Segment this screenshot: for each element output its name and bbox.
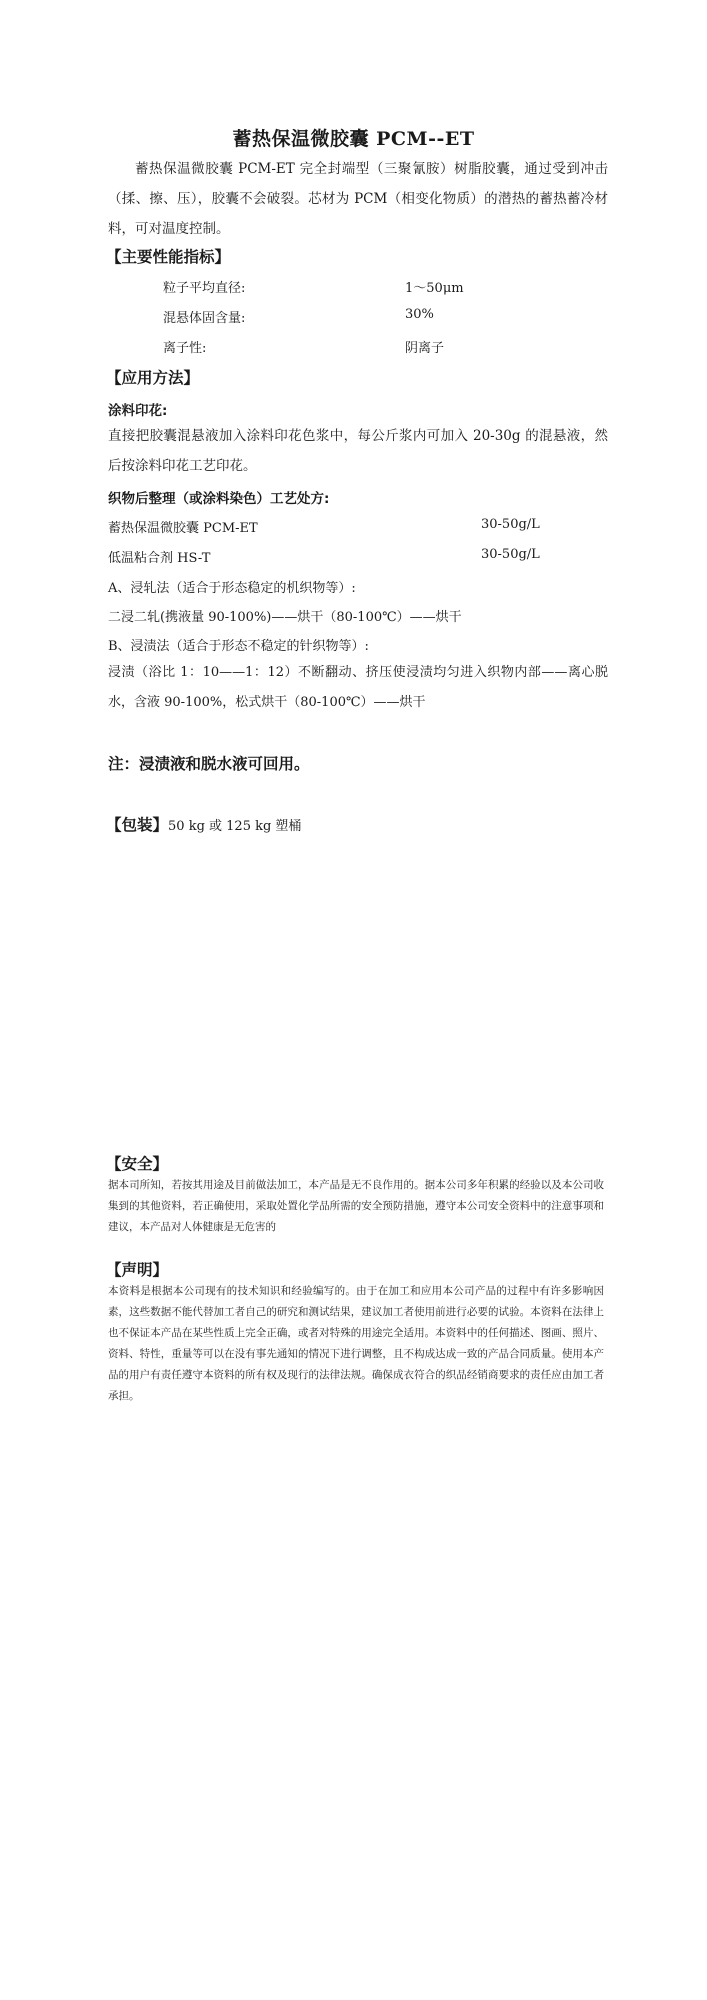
packaging-line <box>106 813 301 835</box>
statement-paragraph: 本资料是根据本公司现有的技术知识和经验编写的。由于在加工和应用本公司产品的过程中有许多影响因素，这些数据不能代替加工者自己的研究和测试结果，建议加工者使用前进行必要的试验。本资料在法律上也不保证本产品在某些性质上完全正确，或者对特殊的用途完全适用。本资料中的任何描述、图画、照片、资料、特性，重量等可以在没有事先通知的情况下进行调整，且不构成达成一致的产品合同质量。使用本产品的用户有责任遵守本资料的所有权及现行的法律法规。确保成衣符合的织品经销商要求的责任应由加工者承担。 <box>108 1285 604 1402</box>
performance-heading: 【主要性能指标】 <box>106 248 231 266</box>
finishing-subheading: 织物后整理（或涂料染色）工艺处方: <box>108 491 330 507</box>
method-a-title: A、浸轧法（适合于形态稳定的机织物等）: <box>108 581 356 596</box>
application-heading: 【应用方法】 <box>106 369 200 387</box>
spec-label: 混悬体固含量: <box>163 311 246 326</box>
formula-label: 低温粘合剂 HS-T <box>108 551 211 566</box>
method-b-title: B、浸渍法（适合于形态不稳定的针织物等）: <box>108 639 369 654</box>
intro-paragraph: 蓄热保温微胶囊 PCM-ET 完全封端型（三聚氰胺）树脂胶囊，通过受到冲击（揉、擦、压），胶囊不会破裂。芯材为 PCM（相变化物质）的潜热的蓄热蓄冷材料，可对温度控制。 <box>108 161 608 237</box>
packaging-text: 50 kg 或 125 kg 塑桶 <box>168 819 302 834</box>
method-a-process: 二浸二轧(携液量 90-100%)——烘干（80-100℃）——烘干 <box>108 610 462 625</box>
formula-row-pcm <box>108 517 608 537</box>
safety-paragraph: 据本司所知，若按其用途及目前做法加工，本产品是无不良作用的。据本公司多年积累的经验以及本公司收集到的其他资料，若正确使用，采取处置化学品所需的安全预防措施，遵守本公司安全资料中的注意事项和建议，本产品对人体健康是无危害的 <box>108 1179 604 1233</box>
packaging-heading: 【包装】 <box>106 816 169 834</box>
printing-subheading: 涂料印花: <box>108 403 168 419</box>
formula-value: 30-50g/L <box>481 547 540 562</box>
spec-row-solid-content <box>163 307 603 327</box>
spec-row-particle-size <box>163 277 603 297</box>
statement-heading: 【声明】 <box>106 1261 169 1279</box>
method-b-process: 浸渍（浴比 1：10——1：12）不断翻动、挤压使浸渍均匀进入织物内部——离心脱水，含液 90-100%，松式烘干（80-100℃）——烘干 <box>108 665 608 710</box>
spec-label: 离子性: <box>163 341 207 356</box>
spec-value: 30% <box>405 307 434 322</box>
spec-value: 阴离子 <box>405 341 445 356</box>
spec-label: 粒子平均直径: <box>163 281 246 296</box>
formula-value: 30-50g/L <box>481 517 540 532</box>
printing-paragraph: 直接把胶囊混悬液加入涂料印花色浆中，每公斤浆内可加入 20-30g 的混悬液，然后按涂料印花工艺印花。 <box>108 428 608 474</box>
reuse-note: 注：浸渍液和脱水液可回用。 <box>108 755 310 773</box>
spec-value: 1～50μm <box>405 281 464 296</box>
spec-row-ionicity <box>163 337 603 357</box>
safety-heading: 【安全】 <box>106 1155 169 1173</box>
formula-row-binder <box>108 547 608 567</box>
document-title: 蓄热保温微胶囊 PCM--ET <box>232 128 475 150</box>
formula-label: 蓄热保温微胶囊 PCM-ET <box>108 521 258 536</box>
